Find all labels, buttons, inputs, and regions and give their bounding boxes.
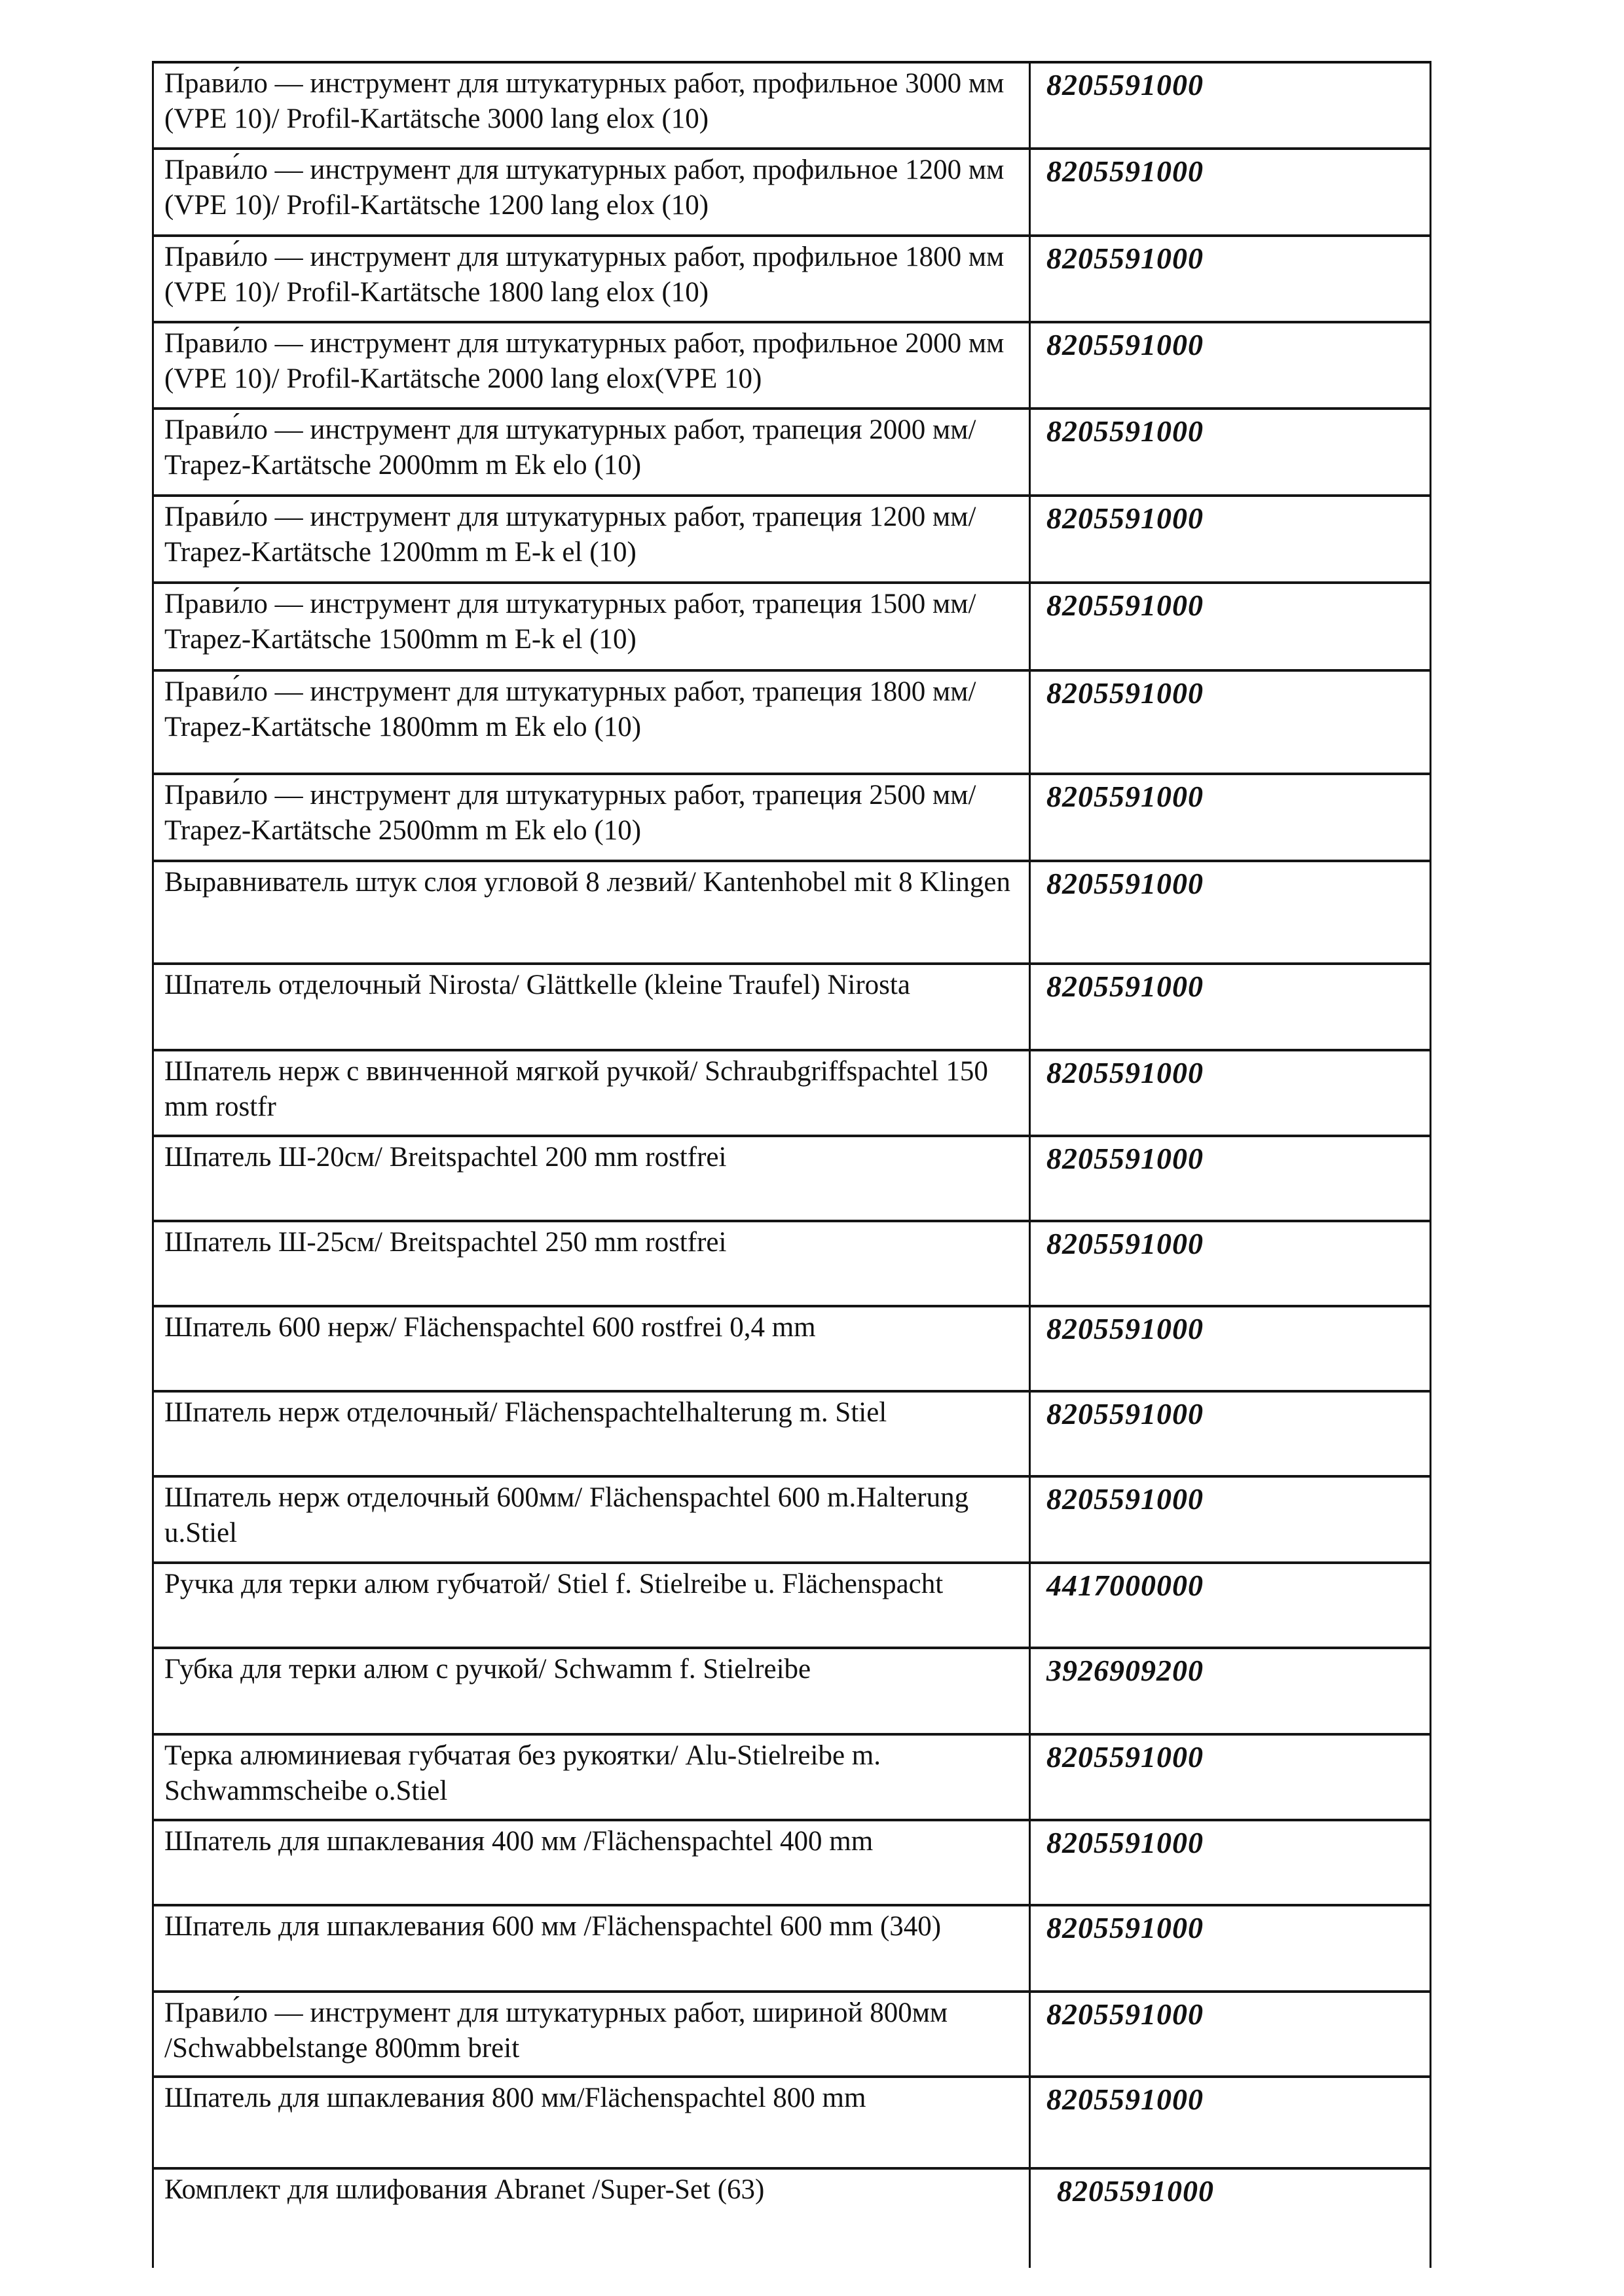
- table-row: [154, 965, 1430, 1051]
- product-description: Терка алюминиевая губчатая без рукоятки/ Alu-Stielreibe m. Schwammscheibe o.Stiel: [154, 1736, 1031, 1819]
- table-row: [154, 1222, 1430, 1307]
- table-row: [154, 775, 1430, 862]
- product-description: Прави́ло — инструмент для штукатурных работ, трапеция 2500 мм/ Trapez-Kartätsche 2500mm m Ek elo (10): [154, 775, 1031, 860]
- table-row: [154, 237, 1430, 323]
- customs-code: 8205591000: [1057, 2174, 1214, 2208]
- table-row: [154, 1478, 1430, 1564]
- table-row: [154, 1821, 1430, 1906]
- product-description: Шпатель для шпаклевания 600 мм /Flächenspachtel 600 mm (340): [154, 1906, 1031, 1990]
- product-description: Шпатель нерж отделочный/ Flächenspachtelhalterung m. Stiel: [154, 1393, 1031, 1475]
- product-description: Шпатель Ш-25см/ Breitspachtel 250 mm rostfrei: [154, 1222, 1031, 1305]
- product-description: Прави́ло — инструмент для штукатурных работ, трапеция 1200 мм/ Trapez-Kartätsche 1200mm m E-k el (10): [154, 497, 1031, 581]
- customs-code: 8205591000: [1046, 328, 1204, 361]
- customs-code: 8205591000: [1046, 1911, 1204, 1944]
- product-description: Выравниватель штук слоя угловой 8 лезвий/ Kantenhobel mit 8 Klingen: [154, 862, 1031, 962]
- customs-code: 8205591000: [1046, 780, 1204, 813]
- table-row: [154, 2170, 1430, 2268]
- customs-code: 8205591000: [1046, 414, 1204, 448]
- table-row: [154, 2078, 1430, 2170]
- table-row: [154, 323, 1430, 410]
- customs-code: 8205591000: [1046, 242, 1204, 275]
- customs-code: 4417000000: [1046, 1569, 1204, 1602]
- table-row: [154, 1393, 1430, 1478]
- product-description: Шпатель для шпаклевания 400 мм /Flächenspachtel 400 mm: [154, 1821, 1031, 1904]
- customs-code: 8205591000: [1046, 676, 1204, 710]
- customs-code: 8205591000: [1046, 589, 1204, 622]
- table-row: [154, 64, 1430, 150]
- product-description: Шпатель для шпаклевания 800 мм/Flächenspachtel 800 mm: [154, 2078, 1031, 2167]
- customs-code: 8205591000: [1046, 1142, 1204, 1175]
- customs-code: 8205591000: [1046, 1397, 1204, 1430]
- customs-code: 8205591000: [1046, 1826, 1204, 1859]
- customs-code: 8205591000: [1046, 1227, 1204, 1260]
- table-row: [154, 410, 1430, 497]
- customs-code: 8205591000: [1046, 1740, 1204, 1774]
- product-description: Шпатель нерж с ввинченной мягкой ручкой/ Schraubgriffspachtel 150 mm rostfr: [154, 1051, 1031, 1135]
- table-row: [154, 1993, 1430, 2078]
- product-description: Шпатель отделочный Nirosta/ Glättkelle (kleine Traufel) Nirosta: [154, 965, 1031, 1049]
- product-description: Прави́ло — инструмент для штукатурных работ, профильное 3000 мм (VPE 10)/ Profil-Kartätsche 3000 lang elox (10): [154, 64, 1031, 147]
- product-description: Прави́ло — инструмент для штукатурных работ, профильное 2000 мм (VPE 10)/ Profil-Kartätsche 2000 lang elox(VPE 10): [154, 323, 1031, 407]
- product-description: Прави́ло — инструмент для штукатурных работ, профильное 1800 мм (VPE 10)/ Profil-Kartätsche 1800 lang elox (10): [154, 237, 1031, 321]
- table-row: [154, 1906, 1430, 1993]
- product-description: Прави́ло — инструмент для штукатурных работ, трапеция 1800 мм/ Trapez-Kartätsche 1800mm m Ek elo (10): [154, 672, 1031, 773]
- table-row: [154, 1137, 1430, 1222]
- table-row: [154, 1051, 1430, 1137]
- customs-code: 8205591000: [1046, 970, 1204, 1003]
- customs-code: 8205591000: [1046, 68, 1204, 101]
- table-row: [154, 584, 1430, 672]
- product-description: Прави́ло — инструмент для штукатурных работ, профильное 1200 мм (VPE 10)/ Profil-Kartätsche 1200 lang elox (10): [154, 150, 1031, 234]
- customs-code: 8205591000: [1046, 1056, 1204, 1089]
- table-row: [154, 862, 1430, 965]
- table-row: [154, 1307, 1430, 1393]
- product-description: Шпатель Ш-20см/ Breitspachtel 200 mm rostfrei: [154, 1137, 1031, 1220]
- customs-code: 8205591000: [1046, 1997, 1204, 2031]
- table-row: [154, 150, 1430, 237]
- customs-code: 8205591000: [1046, 1312, 1204, 1345]
- customs-code: 8205591000: [1046, 501, 1204, 535]
- customs-code: 8205591000: [1046, 155, 1204, 188]
- product-description: Прави́ло — инструмент для штукатурных работ, трапеция 2000 мм/ Trapez-Kartätsche 2000mm m Ek elo (10): [154, 410, 1031, 494]
- product-description: Прави́ло — инструмент для штукатурных работ, трапеция 1500 мм/ Trapez-Kartätsche 1500mm m E-k el (10): [154, 584, 1031, 669]
- customs-code: 3926909200: [1046, 1654, 1204, 1687]
- table-row: [154, 672, 1430, 775]
- product-description: Комплект для шлифования Abranet /Super-Set (63): [154, 2170, 1031, 2268]
- table-row: [154, 1736, 1430, 1821]
- product-description: Шпатель нерж отделочный 600мм/ Flächenspachtel 600 m.Halterung u.Stiel: [154, 1478, 1031, 1561]
- product-table: [152, 61, 1431, 2268]
- customs-code: 8205591000: [1046, 2083, 1204, 2116]
- table-row: [154, 1564, 1430, 1649]
- customs-code: 8205591000: [1046, 1482, 1204, 1516]
- product-description: Губка для терки алюм с ручкой/ Schwamm f. Stielreibe: [154, 1649, 1031, 1733]
- product-description: Ручка для терки алюм губчатой/ Stiel f. Stielreibe u. Flächenspacht: [154, 1564, 1031, 1647]
- product-description: Шпатель 600 нерж/ Flächenspachtel 600 rostfrei 0,4 mm: [154, 1307, 1031, 1390]
- table-row: [154, 497, 1430, 584]
- customs-code: 8205591000: [1046, 867, 1204, 900]
- product-description: Прави́ло — инструмент для штукатурных работ, шириной 800мм /Schwabbelstange 800mm breit: [154, 1993, 1031, 2075]
- table-row: [154, 1649, 1430, 1736]
